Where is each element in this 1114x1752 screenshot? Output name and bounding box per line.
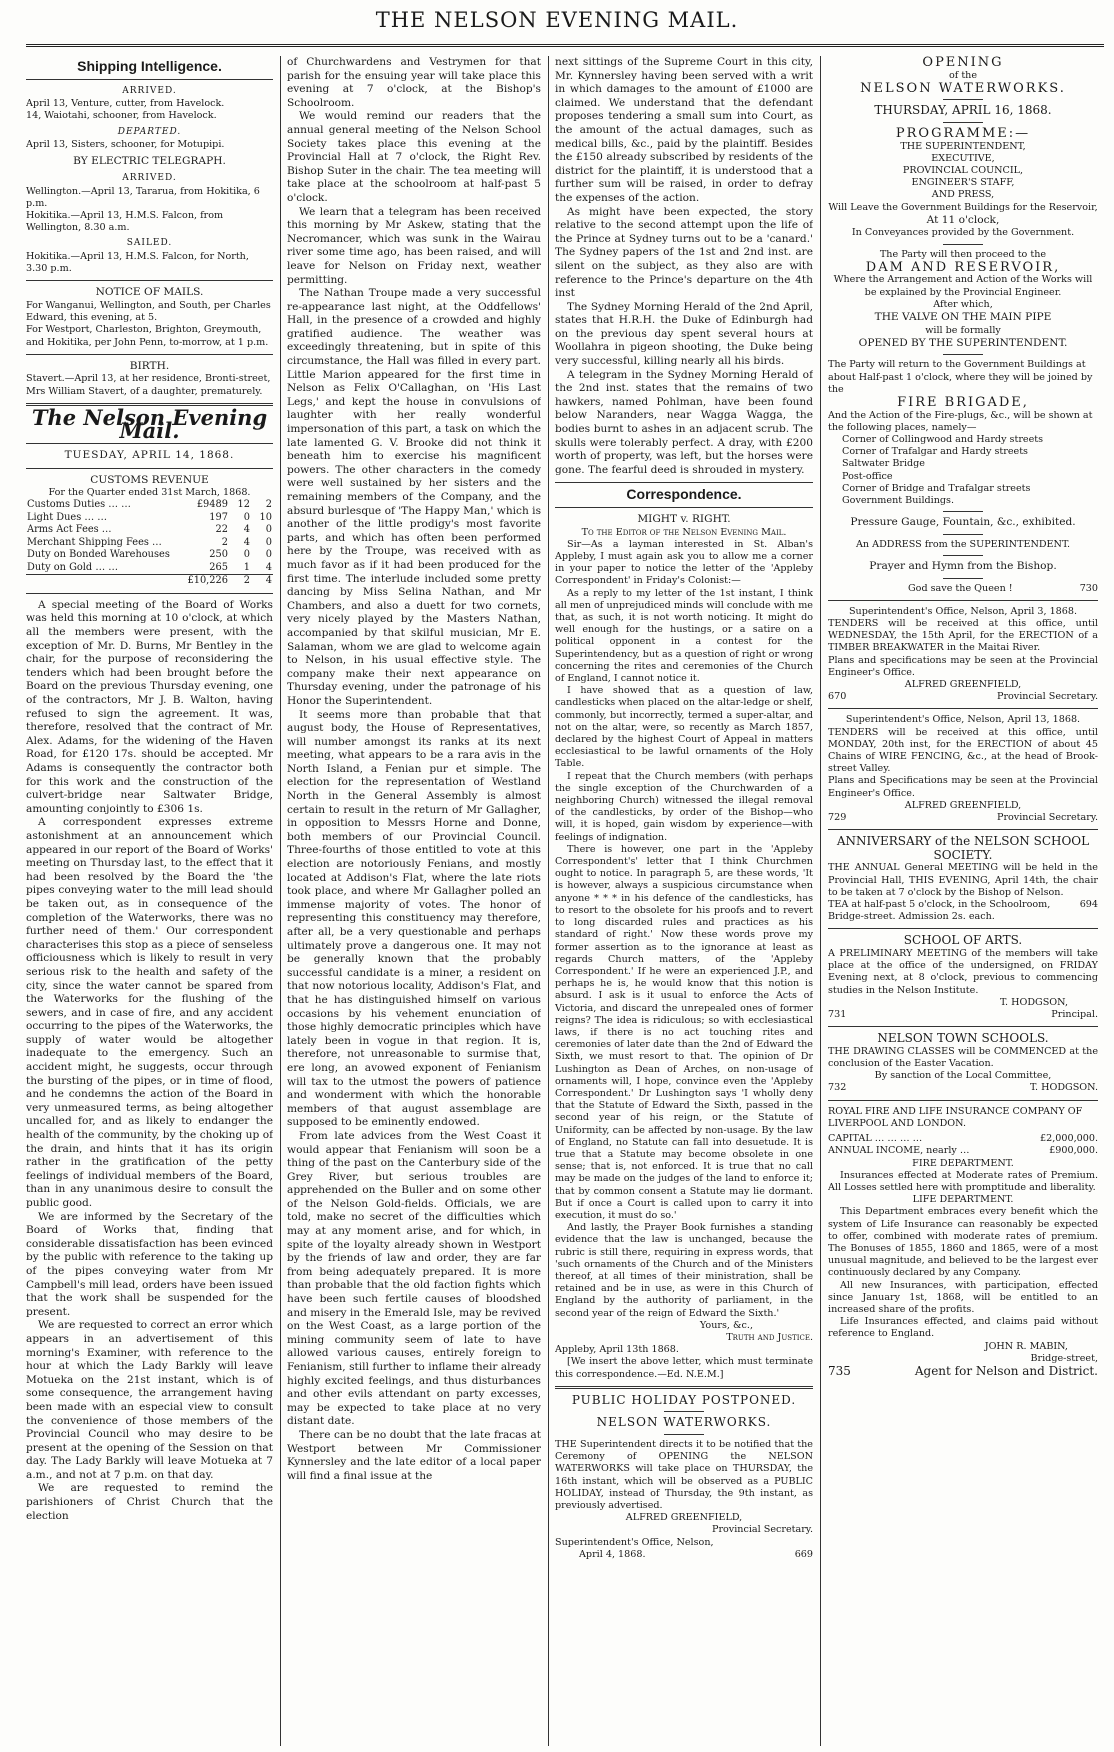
article-paragraph: The Nathan Troupe made a very successful re-appearance last night, at the Oddfellows' Hall, in the presence of a crowded and highly gratified audience. The weather was exceedingly threatening, but in spite of this circumstance, the Hall was filled in every part. Little Marion appeared for the first time in Nelson as Felix O'Callaghan, on 'His Last Legs,' and kept the house in convulsions of laughter with her really wonderful impersonation of this part, a task on which the late lamented G. V. Brooke did not think it beneath him to exercise his magnificent powers. The other characters in the comedy were well sustained by her sisters and the remaining members of the Company, and the absurd burlesque of 'The Happy Man,' which is another of the little prodigy's most favorite parts, and which has often been performed here by the Troupe, was received with as much favor as if it had been produced for the first time. The interlude included some pretty dancing by Miss Selina Nathan, and Mr Chambers, and also a duett for two cornets, very nicely played by the Masters Nathan, accompanied by that skilful musician, Mr E. Salaman, whom we are glad to welcome again to Nelson, in his usual effective style. The company make their next appearance on Thursday evening, under the patronage of his Honor the Superintendent. (287, 287, 541, 707)
conveyances: In Conveyances provided by the Government. (851, 227, 1075, 239)
tender-office: Superintendent's Office, Nelson, April 13, 1868. (845, 714, 1081, 726)
fire-brigade-head: FIRE BRIGADE, (897, 395, 1029, 410)
holiday-sub: NELSON WATERWORKS. (596, 1415, 772, 1430)
sailed-head: SAILED. (126, 238, 173, 249)
article-paragraph: of Churchwardens and Vestrymen for that parish for the ensuing year will take place this evening at 7 o'clock, at the Bishop's Schoolroom. (287, 56, 541, 109)
divider (828, 708, 1098, 709)
masthead-rule (26, 44, 1104, 47)
queen-number: 730 (1079, 582, 1098, 594)
holiday-sign: ALFRED GREENFIELD, (625, 1512, 743, 1524)
article-paragraph: From late advices from the West Coast it would appear that Fenianism will soon be a thing of the past on the Canterbury side of the Grey River, but serious troubles are apprehended on the Buller and on some other of the Nelson Gold-fields. Officials, we are told, make no secret of the difficulties which may at any moment arise, and for which, in spite of the loyalty already shown in Westport by the friends of law and order, they are far from being adequately prepared. It is more than probable that the old faction fights which have been such fertile causes of bloodshed and misery in the Emerald Isle, may be revived on the West Coast, as a large portion of the mining community seem of late to have allowed various causes, entirely foreign to Fenianism, still further to inflame their already highly excited feelings, and thus disturbances and other evils attendant on party excesses, may be expected to take place at no very distant date. (287, 1129, 541, 1428)
opening-head: OPENING (922, 56, 1004, 70)
divider (828, 600, 1098, 601)
article-paragraph: We are informed by the Secretary of the Board of Works that, finding that considerable dissatisfaction has been evinced by the public with reference to the taking up of the pipes conveying water from Mr Campbell's mill lead, orders have been issued that the work shall be suspended for the present. (26, 1210, 273, 1318)
divider (943, 578, 983, 579)
divider (26, 443, 273, 444)
article-paragraph: We learn that a telegram has been received this morning by Mr Askew, stating that the Necromancer, which was sunk in the Wairau river some time ago, has been raised, and will leave for Nelson on Friday next, weather permitting. (287, 205, 541, 286)
customs-l: £9489 (196, 499, 228, 511)
schools-number: 732 (828, 1082, 847, 1094)
column-3 (555, 56, 813, 1746)
divider (828, 1100, 1098, 1101)
divider (664, 1411, 704, 1412)
divider (943, 122, 983, 123)
holiday-office: Superintendent's Office, Nelson, (555, 1536, 714, 1548)
article-paragraph: As might have been expected, the story relative to the second attempt upon the life of the Prince at Sydney turns out to be a 'canard.' The Sydney papers of the 1st and 2nd inst. are silent on the subject, as they also are with reference to the Prince's departure on the 4th inst (555, 205, 813, 300)
after-text: After which, (933, 298, 993, 310)
arrived-head: ARRIVED. (122, 85, 177, 96)
column-divider (548, 56, 549, 1746)
divider (943, 244, 983, 245)
customs-d: 0 (265, 524, 272, 536)
divider (555, 482, 813, 483)
action-text: And the Action of the Fire-plugs, &c., will be shown at the following places, namely— (828, 409, 1093, 433)
capital-value: £2,000,000. (1040, 1133, 1098, 1145)
divider (26, 354, 273, 355)
programme-item: EXECUTIVE, (931, 152, 995, 164)
customs-d: 0 (265, 549, 272, 561)
mails-line: For Wanganui, Wellington, and South, per Charles Edward, this evening, at 5. (26, 299, 271, 324)
letter-paragraph: Sir—As a layman interested in St. Alban's Appleby, I must again ask you to allow me a corner in your paper to notice the letter of the 'Appleby Correspondent' in Friday's Colonist:— (555, 538, 813, 587)
dam-head: DAM AND RESERVOIR, (865, 259, 1061, 275)
column-divider (280, 56, 281, 1746)
letter-yours: Yours, &c., (699, 1319, 753, 1331)
telegraph-line: Hokitika.—April 13, H.M.S. Falcon, from Wellington, 8.30 a.m. (26, 209, 224, 234)
letter-paragraph: I have showed that as a question of law, candlesticks when placed on the altar-ledge or shelf, commonly, but incorrectly, termed a super-altar, and not on the altar, were, so recently as March 1857, declared by the highest Court of Appeal in matters ecclesiastical to be lawful ornaments of the Holy Table. (555, 685, 813, 770)
table-row (26, 549, 273, 562)
customs-l: 197 (209, 511, 228, 523)
arrived2-head: ARRIVED. (122, 172, 177, 183)
divider (943, 511, 983, 512)
editor-note: [We insert the above letter, which must terminate this correspondence.—Ed. N.E.M.] (555, 1356, 813, 1380)
list-item: Corner of Trafalgar and Hardy streets (842, 446, 1028, 458)
valve-text: THE VALVE ON THE MAIN PIPE (874, 311, 1052, 323)
arrived-line: April 13, Venture, cutter, from Havelock. (26, 98, 225, 110)
customs-table (26, 499, 273, 588)
schools-sanction: By sanction of the Local Committee, (874, 1070, 1052, 1082)
article-paragraph: A correspondent expresses extreme astonishment at an announcement which appeared in our report of the Board of Works' meeting on Thursday last, to the effect that it had been resolved by the Board the 'the pipes conveying water to the mill lead should be taken out, as in consequence of the completion of the Waterworks, there was no further need of them.' Our correspondent characterises this stop as a piece of senseless officiousness which is likely to result in very serious risk to the health and safety of the city, since the water cannot be spared from the Waterworks for the flushing of the sewers, and in case of fire, and any accident occurring to the pipes of the Waterworks, the supply of water would be altogether inadequate to the emergency. Such an accident might, he suggests, occur through the bursting of the pipes, or in time of flood, and he condemns the action of the Board in very unmeasured terms, as being altogether uncalled for, and as likely to endanger the health of the community, by the choking up of the drain, and hints that it has its origin rather in the gratification of the petty feelings of individual members of the Board, than in any unanimous desire to consult the public good. (26, 816, 273, 1209)
table-row (26, 524, 273, 537)
agent-text: Agent for Nelson and District. (914, 1363, 1098, 1378)
list-item: Corner of Collingwood and Hardy streets (842, 434, 1044, 445)
return-text: The Party will return to the Government Buildings at about Half-past 1 o'clock, where they will be joined by the (828, 359, 1093, 395)
article-paragraph: It seems more than probable that that august body, the House of Representatives, will number amongst its ranks at its next meeting, what appears to be a rara avis in the North Island, a Fenian pur et simple. The election for the representation of Westland North in the General Assembly is almost certain to result in the return of Mr Gallagher, in opposition to Messrs Horne and Donne, both members of our Provincial Council. Three-fourths of those entitled to vote at this election are notoriously Fenians, and mostly located at Addison's Flat, where the late riots took place, and where Mr Gallagher polled an immense majority of votes. The honor of representing this constituency may therefore, after all, be a very questionable and perhaps ultimately prove a dangerous one. It may not be generally known that the probably successful candidate is a miner, a resident on that now notorious locality, Addison's Flat, and that he has distinguished himself on various occasions by his vehement enunciation of those highly democratic principles which have lately been in vogue in that region. It is, therefore, not unreasonable to surmise that, ere long, an avowed exponent of Fenianism will tax to the utmost the powers of patience and wonderment with which the honorable members of that august assemblage are supposed to be eminently endowed. (287, 708, 541, 1129)
customs-d: 10 (259, 511, 272, 523)
thursday-line: THURSDAY, APRIL 16, 1868. (874, 103, 1052, 118)
customs-d: 0 (265, 536, 272, 548)
customs-item: Light Dues … … (27, 511, 108, 523)
divider (943, 354, 983, 355)
arts-role: Principal. (1051, 1009, 1098, 1021)
customs-l: 250 (209, 549, 228, 561)
letter-signature: Truth and Justice. (726, 1332, 813, 1343)
anniversary-tea: TEA at half-past 5 o'clock, in the Schoolroom, Bridge-street. Admission 2s. each. (828, 899, 1051, 923)
divider (26, 593, 273, 594)
article-paragraph: next sittings of the Supreme Court in this city, Mr. Kynnersley having been served with a writ in which damages to the amount of £1000 are claimed. We understand that the defendant proposes tendering a small sum into Court, as the amount of the actual damages, such as medical bills, &c., paid by the plaintiff. Besides the £150 already subscribed by residents of the district for the plaintiff, it is understood that a further sum will be raised, in order to defray the expenses of the action. (555, 56, 813, 204)
date-line: TUESDAY, APRIL 14, 1868. (64, 448, 235, 461)
letter-paragraph: And lastly, the Prayer Book furnishes a standing evidence that the law is unchanged, because the rubric is still there, requiring in express words, that 'such ornaments of the Church and of the Ministers thereof, at all times of their ministration, shall be retained and be in use, as were in this Church of England by the authority of parliament, in the second year of the reign of Edward the Sixth.' (555, 1222, 813, 1319)
letter-paragraph: I repeat that the Church members (with perhaps the single exception of the Churchwarden of a neighboring Church) witnessed the illegal removal of the candlesticks, by order of the Bishop—who will, it is hoped, gain wisdom by experience—with feelings of indignation. (555, 770, 813, 843)
customs-total-s: 2 (229, 575, 251, 588)
tender-role: Provincial Secretary. (996, 812, 1098, 824)
customs-s: 4 (243, 536, 250, 548)
customs-item: Customs Duties … … (27, 499, 131, 511)
proceed-text: The Party will then proceed to the (879, 248, 1047, 260)
income-label: ANNUAL INCOME, nearly … (828, 1145, 970, 1157)
divider (555, 1386, 813, 1389)
correspondence-to: To the Editor of the Nelson Evening Mail. (581, 526, 787, 538)
letter-paragraph: As a reply to my letter of the 1st instant, I think all men of unprejudiced minds will conclude with me that, as such, it is not worth noticing. It might do well enough for the hustings, or a satire on a political opponent in a contest for the Superintendency, but as a question of right or wrong concerning the rites and ceremonies of the Church of England, I cannot notice it. (555, 587, 813, 685)
life-dept-head: LIFE DEPARTMENT. (912, 1194, 1014, 1206)
holiday-sign-role: Provincial Secretary. (711, 1524, 813, 1536)
table-row (26, 499, 273, 512)
divider (828, 928, 1098, 929)
income-value: £900,000. (1049, 1145, 1098, 1157)
shipping-title: Shipping Intelligence. (77, 58, 222, 74)
table-row (26, 562, 273, 575)
article-paragraph: We are requested to remind the parishioners of Christ Church that the election (26, 1482, 273, 1522)
birth-text: Stavert.—April 13, at her residence, Bronti-street, Mrs William Stavert, of a daughter, prematurely. (26, 373, 271, 397)
column-divider (820, 56, 821, 1746)
life-dept-text: Life Insurances effected, and claims paid without reference to England. (828, 1316, 1098, 1340)
fire-dept-head: FIRE DEPARTMENT. (912, 1157, 1014, 1169)
divider (26, 79, 273, 80)
list-item: Corner of Bridge and Trafalgar streets (842, 482, 1031, 494)
royal-head: ROYAL FIRE AND LIFE INSURANCE COMPANY OF LIVERPOOL AND LONDON. (828, 1105, 1083, 1129)
tender-sign: ALFRED GREENFIELD, (904, 799, 1022, 811)
customs-s: 4 (243, 524, 250, 536)
anniversary-head: ANNIVERSARY of the NELSON SCHOOL SOCIETY. (836, 834, 1090, 862)
customs-s: 1 (243, 561, 250, 573)
divider (664, 1434, 704, 1435)
departed-head: DEPARTED. (117, 126, 182, 137)
where-text: Where the Arrangement and Action of the Works will be explained by the Provincial Engineer. (833, 274, 1093, 298)
customs-total-d: 4 (251, 575, 273, 588)
divider (26, 280, 273, 281)
table-row (26, 537, 273, 550)
paper-title: The Nelson Evening Mail. (31, 404, 268, 444)
opened-text: OPENED BY THE SUPERINTENDENT. (858, 336, 1068, 349)
article-paragraph: There can be no doubt that the late fracas at Westport between Mr Commissioner Kynnersley and the late editor of a local paper will find a final issue at the (287, 1428, 541, 1482)
divider (943, 534, 983, 535)
divider (26, 468, 273, 469)
customs-l: 2 (221, 536, 228, 548)
mabin-address: Bridge-street, (1030, 1352, 1098, 1364)
letter-paragraph: There is however, one part in the 'Appleby Correspondent's' letter that I think Churchmen ought to notice. In paragraph 5, are these words, 'It is however, always a suspicious circumstance when anyone * * * in his defence of the candlesticks, has to resort to the obsolete for his proofs and to revert to long discarded rules and practices as his standard of right.' Now these words prove my former assertion as to the ignorance at least as regards Church matters, of the 'Appleby Correspondent.' If he were an experienced J.P., and perhaps he is, he would know that this notion is absurd. I ask is it usual to enforce the Acts of Victoria, and discard the unrepealed ones of former reigns? The idea is ridiculous; so with ecclesiastical laws, if there is no act touching rites and ceremonies of later date than the 2nd of Edward the Sixth, we must resort to that. The opinion of Dr Lushington as Dean of Arches, on non-usage of ornaments will, I hope, convince even the 'Appleby Correspondent.' Dr Lushington says 'I wholly deny that the Statute of Edward the Sixth, passed in the second year of his reign, or the Statute of Uniformity, can be affected by non-usage. By the law of England, no Statute can fall into desuetude. It is true that a Statute may become obsolete in one sense; that is, not enforced. It is true that no call may be made on the judges of the land to enforce it; that by common consent a Statute may lie dormant. But if once a Court is called upon to carry it into execution, it must do so.' (555, 843, 813, 1221)
anniversary-number: 694 (1079, 899, 1098, 911)
divider (943, 99, 983, 100)
tender-text: TENDERS will be received at this office, until WEDNESDAY, the 15th April, for the ERECTION of a TIMBER BREAKWATER in the Maitai River. (828, 618, 1098, 654)
sailed-line: Hokitika.—April 13, H.M.S. Falcon, for North, 3.30 p.m. (26, 250, 249, 275)
divider (943, 555, 983, 556)
birth-head: BIRTH. (129, 359, 170, 372)
capital-label: CAPITAL … … … … (828, 1133, 923, 1145)
column-1 (26, 56, 273, 1746)
column-4 (828, 56, 1098, 1746)
divider (828, 1026, 1098, 1027)
life-dept-text: All new Insurances, with participation, effected since January 1st, 1868, will be entitled to an increased share of the profits. (828, 1279, 1098, 1315)
customs-item: Merchant Shipping Fees … (27, 536, 162, 548)
tender-sign: ALFRED GREENFIELD, (904, 679, 1022, 691)
address-text: An ADDRESS from the SUPERINTENDENT. (856, 538, 1070, 550)
customs-item: Arms Act Fees … (27, 524, 112, 536)
tender-plans: Plans and Specifications may be seen at the Provincial Engineer's Office. (828, 775, 1098, 799)
column-2 (287, 56, 541, 1746)
fire-dept-text: Insurances effected at Moderate rates of Premium. All Losses settled here with promptitude and liberality. (828, 1169, 1098, 1193)
telegraph-head: BY ELECTRIC TELEGRAPH. (73, 155, 226, 168)
masthead: THE NELSON EVENING MAIL. (375, 8, 739, 32)
programme-item: PROVINCIAL COUNCIL, (902, 164, 1024, 176)
of-the: of the (948, 69, 978, 81)
schools-sign: T. HODGSON. (1030, 1082, 1098, 1094)
programme-item: AND PRESS, (931, 189, 995, 201)
customs-total-l: £10,226 (187, 575, 228, 587)
divider (828, 829, 1098, 830)
holiday-head: PUBLIC HOLIDAY POSTPONED. (571, 1392, 797, 1407)
tender-number: 729 (828, 812, 847, 824)
table-row (26, 512, 273, 525)
customs-sub: For the Quarter ended 31st March, 1868. (48, 487, 251, 499)
formally-text: will be formally (925, 324, 1001, 336)
tender-text: TENDERS will be received at this office, until MONDAY, 20th inst, for the ERECTION of about 45 Chains of WIRE FENCING, &c., at the head of Brook-street Valley. (828, 726, 1098, 775)
article-paragraph: We are requested to correct an error which appears in an advertisement of this morning's Examiner, with reference to the hour at which the Lady Barkly will leave Motueka on the 21st instant, which is of some consequence, the arrangement having been made with an especial view to consult the convenience of those members of the Provincial Council who may desire to be present at the opening of the Session on that day. The Lady Barkly will leave Motueka at 7 a.m., and not at 7 p.m. on that day. (26, 1319, 273, 1481)
agent-number: 735 (828, 1363, 851, 1378)
mails-line: For Westport, Charleston, Brighton, Greymouth, and Hokitika, per John Penn, to-morrow, at 1 p.m. (26, 324, 269, 348)
article-paragraph: The Sydney Morning Herald of the 2nd April, states that H.R.H. the Duke of Edinburgh had on the previous day spent several hours at Woollahra in pigeon shooting, the Duke being very successful, killing nearly all his birds. (555, 300, 813, 368)
tender-role: Provincial Secretary. (996, 691, 1098, 703)
arrived-line: 14, Waiotahi, schooner, from Havelock. (26, 110, 217, 122)
list-item: Post-office (842, 470, 893, 482)
arts-sign: T. HODGSON, (1000, 996, 1068, 1008)
article-paragraph: We would remind our readers that the annual general meeting of the Nelson School Society takes place this evening at the Provincial Hall at 7 o'clock, the Right Rev. Bishop Suter in the chair. The tea meeting will take place at the schoolroom at half-past 5 o'clock. (287, 110, 541, 204)
tender-number: 670 (828, 691, 847, 703)
arts-text: A PRELIMINARY MEETING of the members will take place at the office of the undersigned, on FRIDAY Evening next, at 8 o'clock, previous to commencing studies in the Nelson Institute. (828, 948, 1098, 996)
holiday-text: THE Superintendent directs it to be notified that the Ceremony of OPENING the NELSON WATERWORKS will take place on THURSDAY, the 16th instant, which will be observed as a PUBLIC HOLIDAY, instead of Thursday, the 9th instant, as previously advertised. (555, 1439, 813, 1512)
mails-head: NOTICE OF MAILS. (95, 286, 204, 299)
holiday-number: 669 (794, 1548, 813, 1560)
prayer-text: Prayer and Hymn from the Bishop. (869, 560, 1057, 573)
schools-text: THE DRAWING CLASSES will be COMMENCED at the conclusion of the Easter Vacation. (828, 1045, 1098, 1070)
arts-head: SCHOOL OF ARTS. (903, 933, 1023, 948)
programme-head: PROGRAMME:— (895, 125, 1031, 141)
programme-item: THE SUPERINTENDENT, (900, 140, 1026, 152)
correspondence-title: Correspondence. (626, 486, 742, 503)
mabin-sign: JOHN R. MABIN, (984, 1340, 1068, 1352)
arts-number: 731 (828, 1009, 847, 1021)
customs-d: 2 (265, 499, 272, 511)
holiday-date: April 4, 1868. (579, 1548, 646, 1560)
pressure-text: Pressure Gauge, Fountain, &c., exhibited. (850, 516, 1076, 529)
customs-s: 0 (243, 549, 250, 561)
letter-date: Appleby, April 13th 1868. (555, 1344, 679, 1356)
list-item: Government Buildings. (842, 495, 955, 507)
waterworks-head: NELSON WATERWORKS. (860, 80, 1066, 96)
tender-plans: Plans and specifications may be seen at the Provincial Engineer's Office. (828, 654, 1098, 678)
programme-item: ENGINEER'S STAFF, (911, 177, 1015, 189)
customs-item: Duty on Gold … … (27, 561, 119, 573)
customs-head: CUSTOMS REVENUE (90, 473, 209, 486)
queen-text: God save the Queen ! (908, 582, 1013, 594)
anniversary-text: THE ANNUAL General MEETING will be held in the Provincial Hall, THIS EVENING, April 14th, the chair to be taken at 7 o'clock by the Bishop of Nelson. (828, 862, 1098, 898)
customs-item: Duty on Bonded Warehouses (27, 549, 170, 561)
article-paragraph: A telegram in the Sydney Morning Herald of the 2nd inst. states that the remains of two hawkers, named Pohlman, have been found below Naranders, near Wagga Wagga, the bodies burnt to ashes in an adjacent scrub. The skulls were tolerably perfect. A dray, with £200 worth of property, was left, but the horses were gone. The fearful deed is shrouded in mystery. (555, 368, 813, 476)
article-paragraph: A special meeting of the Board of Works was held this morning at 10 o'clock, at which all the members were present, with the exception of Mr. D. Burns, Mr Bentley in the chair, for the purpose of reconsidering the tenders which had been brought before the Board on the previous Thursday evening, one of the contractors, Mr J. B. Walton, having refused to sign the agreement. It was, therefore, resolved that the contract of Mr. Alex. Adams, for the widening of the Haven Road, for £120 17s. should be accepted. Mr Adams is consequently the contractor both for this work and the construction of the culvert-bridge near Saltwater Bridge, amounting conjointly to £306 1s. (26, 598, 273, 815)
customs-l: 22 (215, 524, 228, 536)
departed-line: April 13, Sisters, schooner, for Motupipi. (26, 139, 225, 151)
at-11: At 11 o'clock, (926, 213, 1000, 226)
leave-text: Will Leave the Government Buildings for the Reservoir, (828, 201, 1098, 213)
customs-l: 265 (209, 561, 228, 573)
customs-s: 0 (243, 511, 250, 523)
divider (555, 507, 813, 508)
correspondence-head: MIGHT v. RIGHT. (637, 513, 731, 525)
life-dept-text: This Department embraces every benefit which the system of Life Insurance can reasonably be expected to offer, combined with moderate rates of premium. The Bonuses of 1855, 1860 and 1865, were of a most unusual magnitude, and believed to be the largest ever continuously declared by any Company. (828, 1206, 1098, 1279)
schools-head: NELSON TOWN SCHOOLS. (877, 1031, 1049, 1046)
customs-total-row (26, 575, 273, 588)
customs-s: 12 (237, 499, 250, 511)
list-item: Saltwater Bridge (842, 458, 925, 470)
telegraph-line: Wellington.—April 13, Tararua, from Hokitika, 6 p.m. (26, 185, 260, 209)
customs-d: 4 (265, 561, 272, 573)
tender-office: Superintendent's Office, Nelson, April 3, 1868. (848, 605, 1078, 617)
